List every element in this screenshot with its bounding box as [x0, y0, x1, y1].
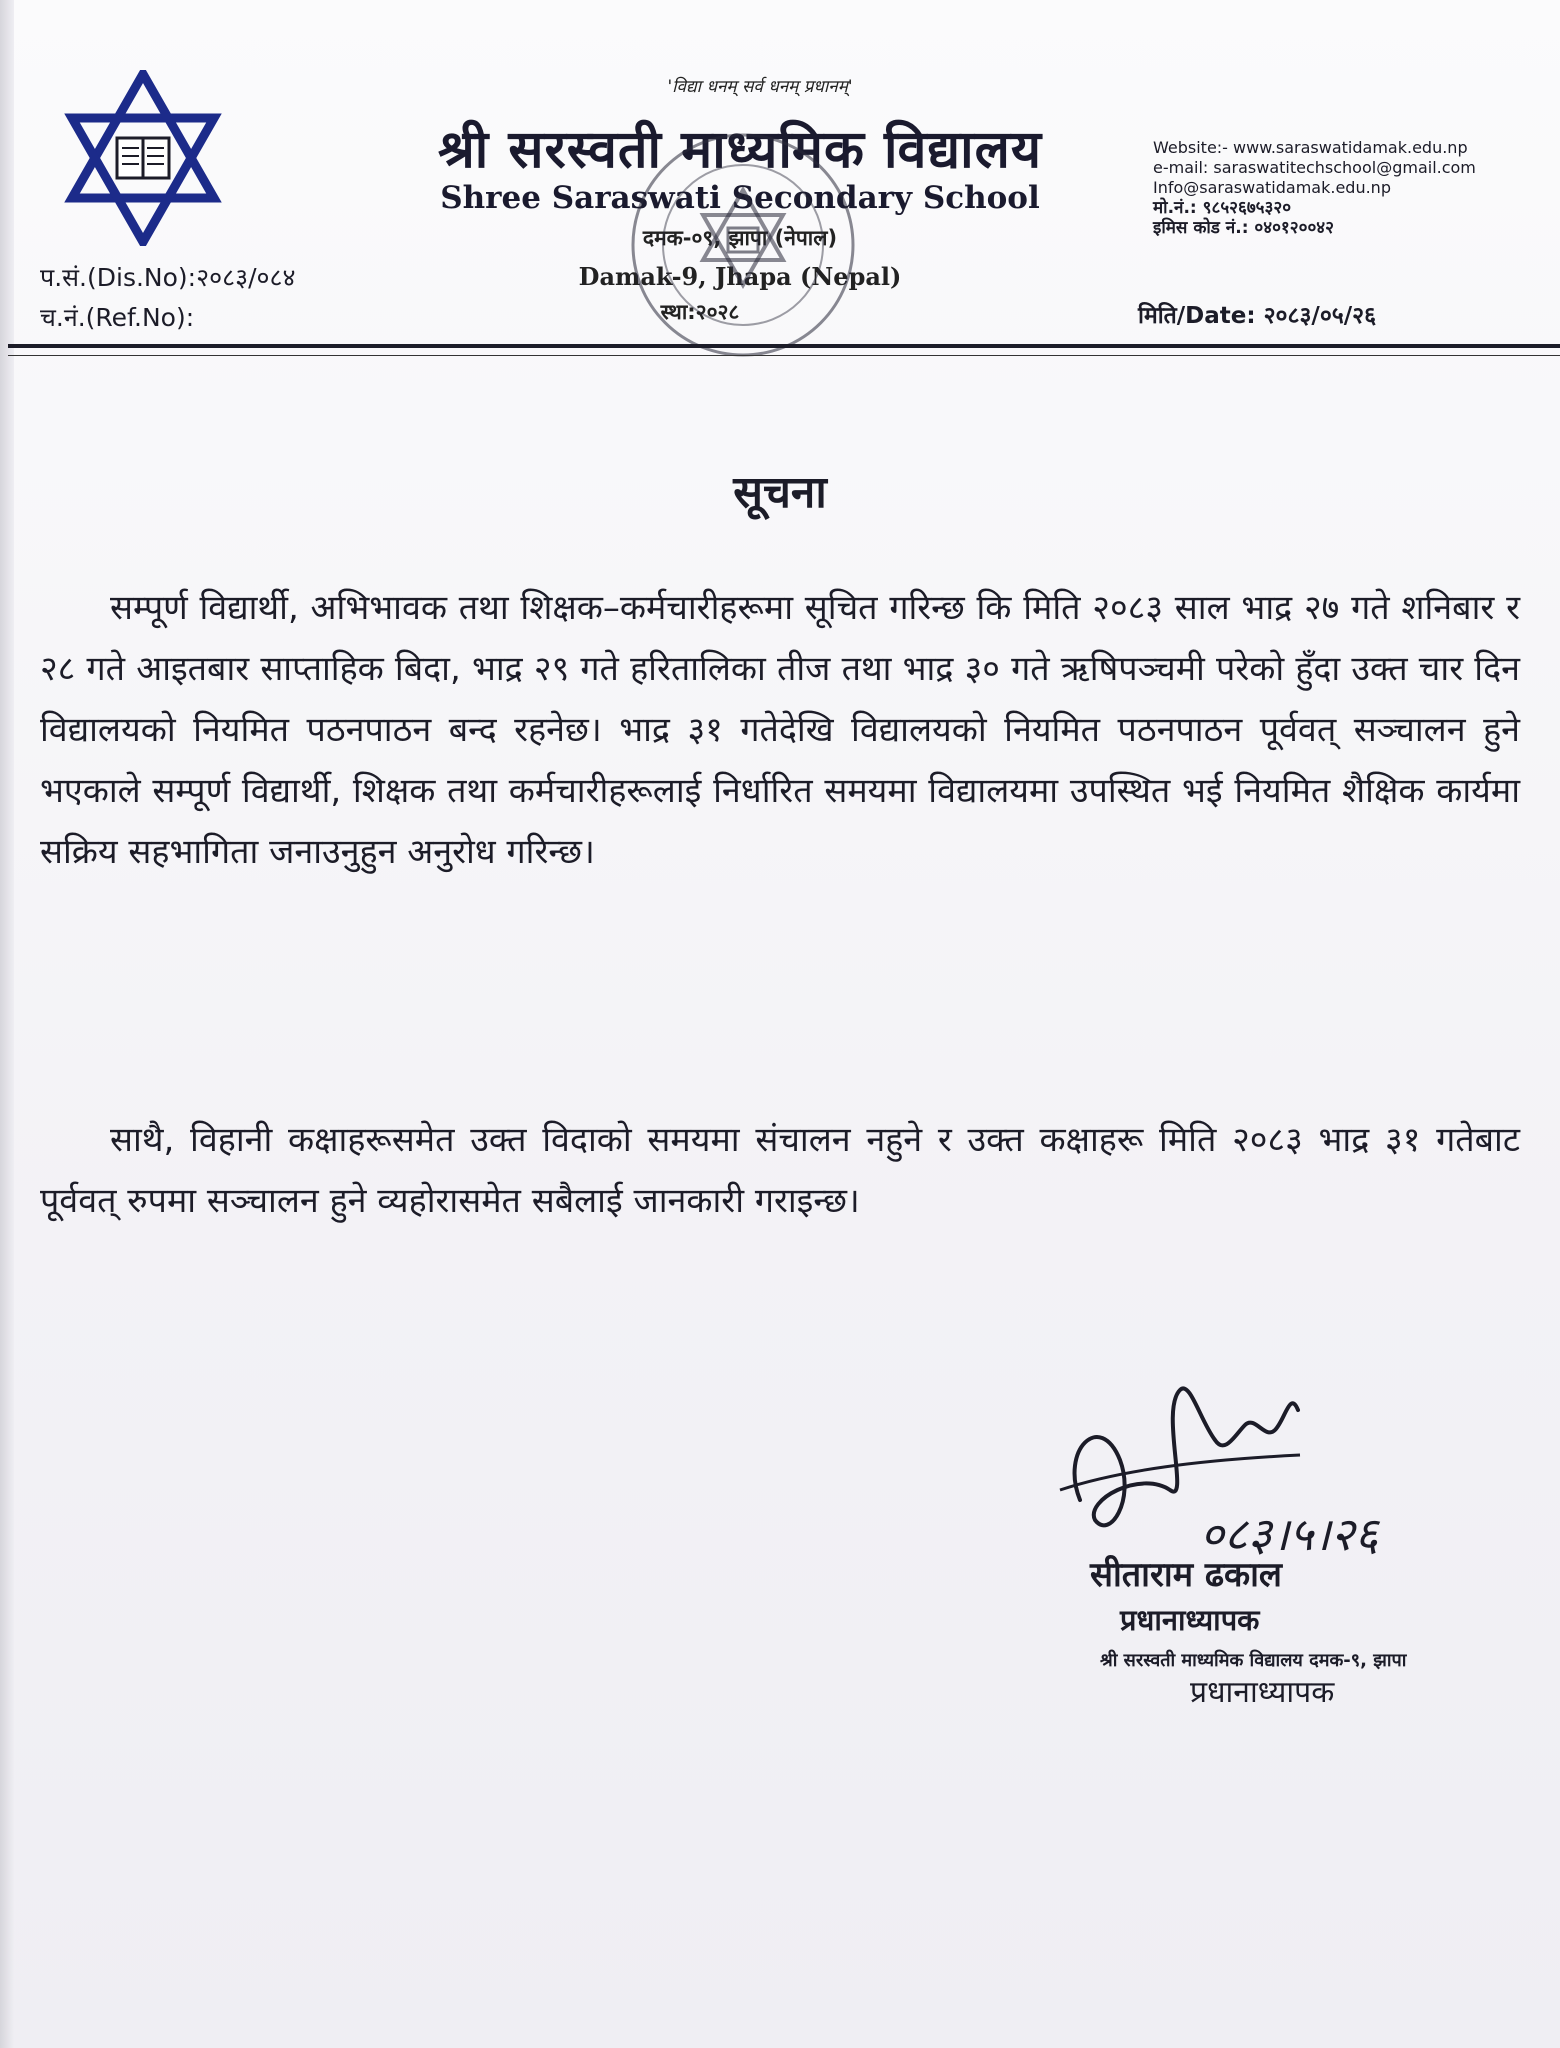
contact-block [1153, 138, 1553, 238]
seal-school-name [1100, 1648, 1406, 1672]
school-name-english: Shree Saraswati Secondary School [440, 180, 1040, 216]
address-nepali: दमक-०९, झापा (नेपाल) [642, 226, 838, 250]
notice-heading: सूचना [733, 467, 827, 518]
page-edge-shadow [0, 0, 14, 2048]
school-logo-icon [62, 70, 224, 246]
letter-date: मिति/Date: २०८३/०५/२६ [1138, 303, 1377, 329]
seal-place: दमक-९, झापा [1309, 1650, 1407, 1671]
reference-number: च.नं.(Ref.No): [40, 303, 195, 332]
school-motto: 'विद्या धनम् सर्व धनम् प्रधानम्' [667, 77, 853, 97]
signature-date: ०८३।५।२६ [1200, 1507, 1379, 1561]
dispatch-number: प.सं.(Dis.No):२०८३/०८४ [40, 263, 296, 292]
emis-code: इमिस कोड नं.: ०४०१२००४२ [1153, 218, 1334, 238]
school-name-nepali: श्री सरस्वती माध्यमिक विद्यालय [437, 120, 1043, 180]
official-stamp-icon [618, 120, 868, 370]
phone-number: मो.नं.: ९८५२६७५३२० [1153, 198, 1292, 218]
address-english: Damak-9, Jhapa (Nepal) [578, 262, 902, 291]
notice-paragraph-2: साथै, विहानी कक्षाहरूसमेत उक्त विदाको समयमा संचालन नहुने र उक्त कक्षाहरू मिति २०८३ भाद्र ३१ गतेबाट पूर्ववत् रुपमा सञ्चालन हुने व्यहोरासमेत सबैलाई जानकारी गराइन्छ। [40, 1120, 1520, 1221]
established-year: स्था:२०२८ [660, 300, 740, 324]
email-text: e-mail: saraswatitechschool@gmail.com [1153, 158, 1476, 177]
notice-paragraph-1: सम्पूर्ण विद्यार्थी, अभिभावक तथा शिक्षक–कर्मचारीहरूमा सूचित गरिन्छ कि मिति २०८३ साल भाद्र २७ गते शनिबार र २८ गते आइतबार साप्ताहिक बिदा, भाद्र २९ गते हरितालिका तीज तथा भाद्र ३० गते ऋषिपञ्चमी परेको हुँदा उक्त चार दिन विद्यालयको नियमित पठनपाठन बन्द रहनेछ। भाद्र ३१ गतेदेखि विद्यालयको नियमित पठनपाठन पूर्ववत् सञ्चालन हुने भएकाले सम्पूर्ण विद्यार्थी, शिक्षक तथा कर्मचारीहरूलाई निर्धारित समयमा विद्यालयमा उपस्थित भई नियमित शैक्षिक कार्यमा सक्रिय सहभागिता जनाउनुहुन अनुरोध गरिन्छ। [40, 588, 1520, 872]
info-email-text: Info@saraswatidamak.edu.np [1153, 178, 1391, 197]
header-divider-thick [8, 344, 1560, 348]
seal-title: प्रधानाध्यापक [1190, 1675, 1335, 1710]
seal-school: श्री सरस्वती माध्यमिक विद्यालय [1100, 1650, 1303, 1671]
header-divider-thin [8, 355, 1560, 356]
signatory-name: सीताराम ढकाल [1090, 1555, 1282, 1595]
handwritten-signature [1040, 1350, 1440, 1580]
website-text: Website:- www.saraswatidamak.edu.np [1153, 138, 1468, 157]
signatory-title: प्रधानाध्यापक [1120, 1603, 1260, 1637]
